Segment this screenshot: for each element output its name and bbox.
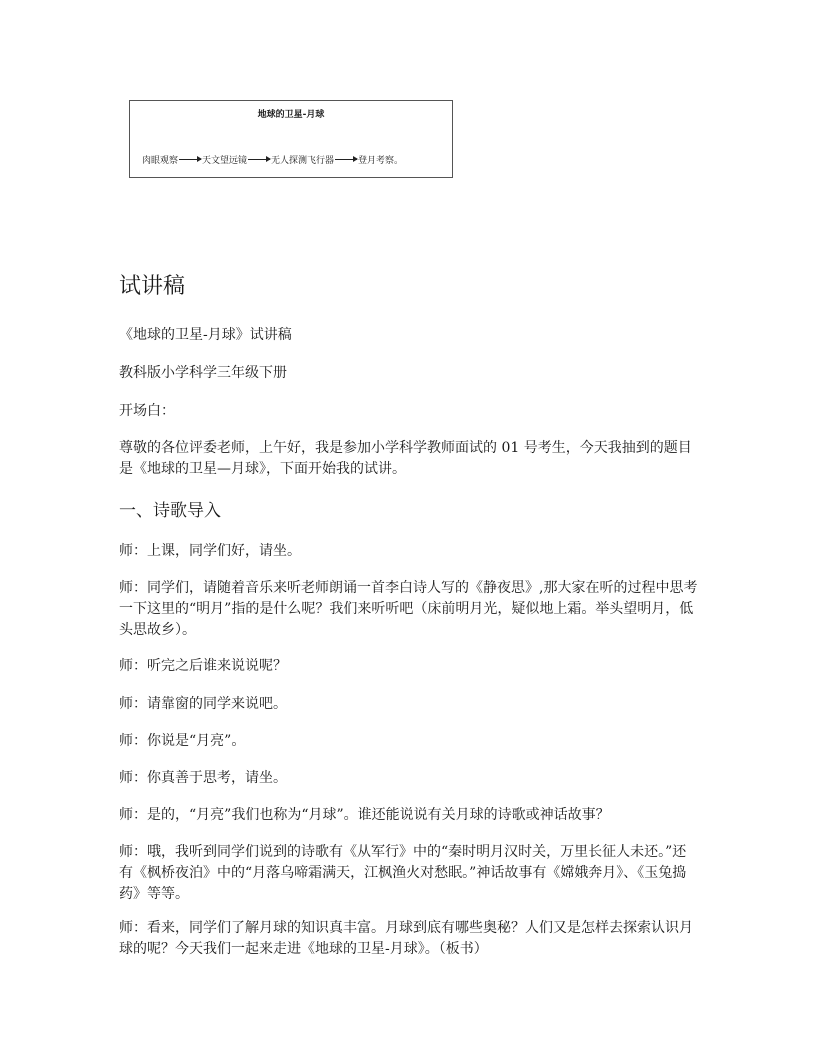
paragraph: 师：请靠窗的同学来说吧。 — [119, 696, 287, 712]
paragraph: 师：上课，同学们好，请坐。 — [119, 543, 301, 559]
paragraph: 师：哦，我听到同学们说到的诗歌有《从军行》中的“秦时明月汉时关，万里长征人未还。”还有《枫桥夜泊》中的“月落乌啼霜满天，江枫渔火对愁眠。”神话故事有《嫦娥奔月》、《玉兔捣药》等等。 — [119, 844, 687, 902]
flow-step: 登月考察。 — [358, 156, 404, 166]
paragraph: 师：听完之后谁来说说呢？ — [119, 658, 287, 674]
paragraph: 教科版小学科学三年级下册 — [119, 365, 287, 381]
flow-step: 天文望远镜 — [202, 156, 248, 166]
flow-step: 无人探测飞行器 — [271, 156, 335, 166]
paragraph: 师：你真善于思考，请坐。 — [119, 770, 287, 786]
paragraph: 师：同学们，请随着音乐来听老师朗诵一首李白诗人写的《静夜思》,那大家在听的过程中思考一下这里的“明月”指的是什么呢？我们来听听吧（床前明月光，疑似地上霜。举头望明月，低头思故乡）。 — [119, 580, 698, 638]
flow-step: 肉眼观察 — [142, 156, 179, 166]
exploration-flow — [142, 153, 403, 166]
paragraph: 师：你说是“月亮”。 — [119, 733, 246, 749]
paragraph: 《地球的卫星-月球》试讲稿 — [119, 327, 292, 343]
blackboard-diagram — [129, 100, 453, 178]
paragraph: 开场白： — [119, 403, 175, 419]
paragraph: 师：是的，“月亮”我们也称为“月球”。谁还能说说有关月球的诗歌或神话故事？ — [119, 807, 610, 823]
arrow-right-icon — [179, 159, 201, 160]
paragraph: 师：看来，同学们了解月球的知识真丰富。月球到底有哪些奥秘？人们又是怎样去探索认识月球的呢？今天我们一起来走进《地球的卫星-月球》。（板书） — [119, 920, 693, 957]
arrow-right-icon — [335, 159, 357, 160]
diagram-title: 地球的卫星-月球 — [257, 110, 325, 120]
paragraph: 尊敬的各位评委老师，上午好，我是参加小学科学教师面试的 01 号考生，今天我抽到的题目是《地球的卫星—月球》，下面开始我的试讲。 — [119, 440, 692, 477]
page-title: 试讲稿 — [119, 274, 186, 299]
section-heading: 一、诗歌导入 — [119, 501, 221, 521]
arrow-right-icon — [248, 159, 270, 160]
